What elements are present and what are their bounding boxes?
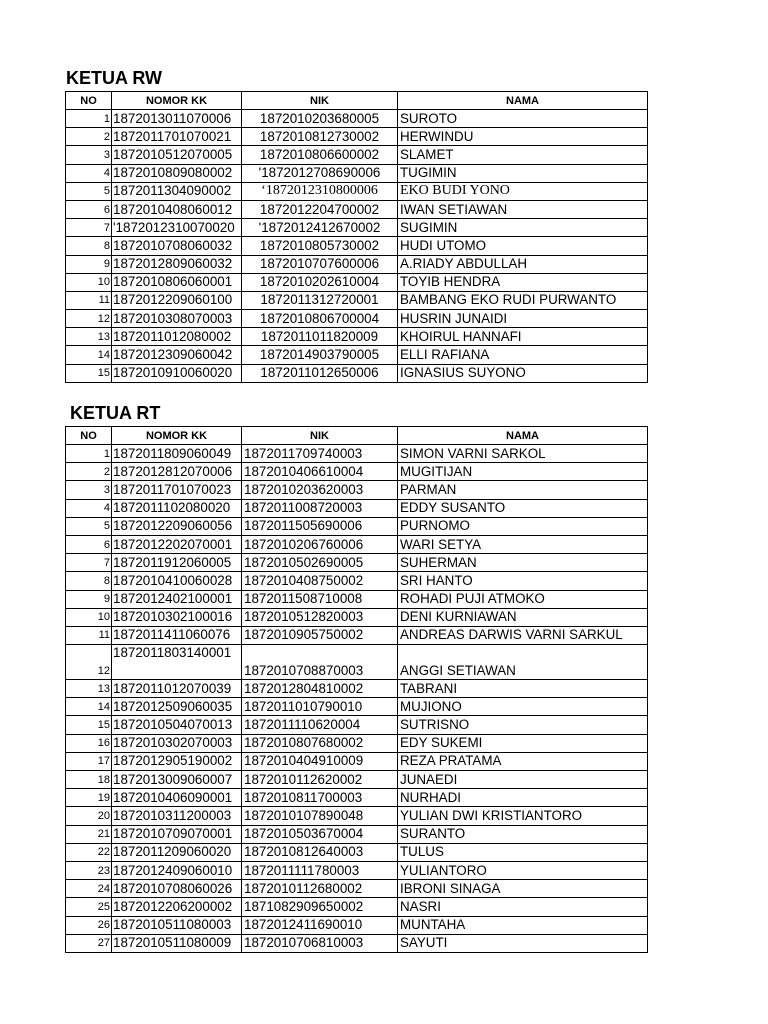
no-cell: 13 [66, 680, 112, 698]
no-cell: 24 [66, 880, 112, 898]
nomor-kk-cell: 1872011809060049 [112, 445, 242, 463]
table-row [66, 255, 648, 273]
nomor-kk-cell: 1872010406090001 [112, 789, 242, 807]
nik-cell: 1871082909650002 [242, 898, 398, 916]
no-cell: 3 [66, 146, 112, 164]
nomor-kk-cell: 1872011803140001 [112, 645, 242, 680]
no-cell: 21 [66, 825, 112, 843]
nomor-kk-cell: 1872012509060035 [112, 698, 242, 716]
nama-cell: YULIANTORO [398, 861, 648, 879]
nama-cell: MUGITIJAN [398, 463, 648, 481]
table-row [66, 110, 648, 128]
table-row [66, 481, 648, 499]
no-cell: 23 [66, 861, 112, 879]
no-cell: 4 [66, 499, 112, 517]
nama-cell: ROHADI PUJI ATMOKO [398, 590, 648, 608]
nik-cell: 1872010406610004 [242, 463, 398, 481]
nama-cell: BAMBANG EKO RUDI PURWANTO [398, 291, 648, 309]
table-row [66, 898, 648, 916]
nama-cell: A.RIADY ABDULLAH [398, 255, 648, 273]
nomor-kk-cell: 1872011304090002 [112, 182, 242, 200]
table-row [66, 517, 648, 535]
nama-cell: ANDREAS DARWIS VARNI SARKUL [398, 626, 648, 644]
no-cell: 6 [66, 535, 112, 553]
table-row [66, 934, 648, 952]
table-row [66, 535, 648, 553]
nomor-kk-cell: 1872011012080002 [112, 328, 242, 346]
nomor-kk-cell: 1872012409060010 [112, 861, 242, 879]
no-cell: 1 [66, 110, 112, 128]
table-row [66, 843, 648, 861]
nomor-kk-cell: 1872010708060032 [112, 237, 242, 255]
table-row [66, 237, 648, 255]
nama-cell: SUTRISNO [398, 716, 648, 734]
nik-cell: 1872010905750002 [242, 626, 398, 644]
no-cell: 22 [66, 843, 112, 861]
nama-cell: SURANTO [398, 825, 648, 843]
nomor-kk-cell: 1872011701070023 [112, 481, 242, 499]
nomor-kk-cell: 1872013011070006 [112, 110, 242, 128]
header-row [66, 92, 648, 110]
nik-cell: 1872010404910009 [242, 752, 398, 770]
nama-cell: TABRANI [398, 680, 648, 698]
nama-cell: ELLI RAFIANA [398, 346, 648, 364]
nama-cell: YULIAN DWI KRISTIANTORO [398, 807, 648, 825]
nik-cell: 1872010203680005 [242, 110, 398, 128]
nomor-kk-cell: 1872010504070013 [112, 716, 242, 734]
nik-cell: 1872010812730002 [242, 128, 398, 146]
table-row [66, 752, 648, 770]
nik-cell: 1872010806700004 [242, 310, 398, 328]
nomor-kk-cell: 1872012809060032 [112, 255, 242, 273]
nama-cell: PARMAN [398, 481, 648, 499]
table-row [66, 789, 648, 807]
nama-cell: IWAN SETIAWAN [398, 200, 648, 218]
table-row [66, 463, 648, 481]
no-cell: 11 [66, 626, 112, 644]
nama-cell: EKO BUDI YONO [398, 182, 648, 200]
no-cell: 1 [66, 445, 112, 463]
table-row [66, 880, 648, 898]
no-cell: 5 [66, 517, 112, 535]
no-cell: 17 [66, 752, 112, 770]
nomor-kk-cell: 1872011209060020 [112, 843, 242, 861]
nomor-kk-cell: 1872010311200003 [112, 807, 242, 825]
nama-cell: SRI HANTO [398, 572, 648, 590]
table-row [66, 164, 648, 182]
table-row [66, 916, 648, 934]
table-row [66, 328, 648, 346]
nik-cell: 1872010503670004 [242, 825, 398, 843]
no-cell: 8 [66, 572, 112, 590]
nomor-kk-cell: 1872010511080009 [112, 934, 242, 952]
no-cell: 18 [66, 771, 112, 789]
no-cell: 7 [66, 219, 112, 237]
table-row [66, 554, 648, 572]
table-row [66, 310, 648, 328]
no-cell: 15 [66, 364, 112, 382]
nomor-kk-cell: 1872010410060028 [112, 572, 242, 590]
nik-cell: 1872012204700002 [242, 200, 398, 218]
table-row [66, 698, 648, 716]
no-cell: 10 [66, 608, 112, 626]
nik-cell: 1872010806600002 [242, 146, 398, 164]
nomor-kk-cell: 1872010512070005 [112, 146, 242, 164]
rw-section-title: KETUA RW [66, 68, 162, 88]
nama-cell: KHOIRUL HANNAFI [398, 328, 648, 346]
nama-cell: HUDI UTOMO [398, 237, 648, 255]
table-row [66, 346, 648, 364]
nik-cell: 1872011012650006 [242, 364, 398, 382]
table-row [66, 645, 648, 680]
no-cell: 2 [66, 128, 112, 146]
nik-cell: 1872011011820009 [242, 328, 398, 346]
no-cell: 13 [66, 328, 112, 346]
nomor-kk-cell: 1872011912060005 [112, 554, 242, 572]
nama-cell: DENI KURNIAWAN [398, 608, 648, 626]
table-row [66, 861, 648, 879]
nik-cell: 1872011312720001 [242, 291, 398, 309]
nama-cell: SUROTO [398, 110, 648, 128]
nik-cell: 1872010112680002 [242, 880, 398, 898]
nomor-kk-cell: 1872010308070003 [112, 310, 242, 328]
header-nama: NAMA [398, 427, 648, 445]
nomor-kk-cell: 1872011102080020 [112, 499, 242, 517]
table-row [66, 291, 648, 309]
no-cell: 11 [66, 291, 112, 309]
nik-cell: 1872010807680002 [242, 734, 398, 752]
no-cell: 3 [66, 481, 112, 499]
table-row [66, 680, 648, 698]
header-kk: NOMOR KK [112, 92, 242, 110]
nik-cell: 1872011008720003 [242, 499, 398, 517]
nomor-kk-cell: 1872010910060020 [112, 364, 242, 382]
header-nik: NIK [242, 427, 398, 445]
nomor-kk-cell: 1872010708060026 [112, 880, 242, 898]
nik-cell: 1872010107890048 [242, 807, 398, 825]
table-row [66, 825, 648, 843]
nama-cell: MUJIONO [398, 698, 648, 716]
no-cell: 15 [66, 716, 112, 734]
nama-cell: TULUS [398, 843, 648, 861]
table-row [66, 128, 648, 146]
nama-cell: JUNAEDI [398, 771, 648, 789]
rw-table [65, 91, 648, 383]
header-nik: NIK [242, 92, 398, 110]
no-cell: 27 [66, 934, 112, 952]
nomor-kk-cell: 1872012812070006 [112, 463, 242, 481]
nama-cell: SUGIMIN [398, 219, 648, 237]
nik-cell: 1872010805730002 [242, 237, 398, 255]
nik-cell: 1872010706810003 [242, 934, 398, 952]
table-row [66, 716, 648, 734]
nik-cell: 1872012804810002 [242, 680, 398, 698]
nomor-kk-cell: 1872012309060042 [112, 346, 242, 364]
nama-cell: WARI SETYA [398, 535, 648, 553]
no-cell: 2 [66, 463, 112, 481]
no-cell: 16 [66, 734, 112, 752]
nomor-kk-cell: 1872010302100016 [112, 608, 242, 626]
no-cell: 9 [66, 255, 112, 273]
nomor-kk-cell: 1872010806060001 [112, 273, 242, 291]
header-nama: NAMA [398, 92, 648, 110]
no-cell: 14 [66, 346, 112, 364]
no-cell: 12 [66, 310, 112, 328]
nomor-kk-cell: '1872012310070020 [112, 219, 242, 237]
nik-cell: 1872012411690010 [242, 916, 398, 934]
nomor-kk-cell: 1872010709070001 [112, 825, 242, 843]
nik-cell: 1872011709740003 [242, 445, 398, 463]
table-row [66, 219, 648, 237]
nik-cell: 1872011110620004 [242, 716, 398, 734]
nama-cell: TOYIB HENDRA [398, 273, 648, 291]
nama-cell: IBRONI SINAGA [398, 880, 648, 898]
nomor-kk-cell: 1872012209060056 [112, 517, 242, 535]
nik-cell: 1872010812640003 [242, 843, 398, 861]
no-cell: 9 [66, 590, 112, 608]
table-row [66, 572, 648, 590]
nomor-kk-cell: 1872010408060012 [112, 200, 242, 218]
nik-cell: '1872012708690006 [242, 164, 398, 182]
nik-cell: 1872010206760006 [242, 535, 398, 553]
table-row [66, 364, 648, 382]
nik-cell: 1872010408750002 [242, 572, 398, 590]
table-row [66, 734, 648, 752]
table-row [66, 608, 648, 626]
nik-cell: 1872011010790010 [242, 698, 398, 716]
nomor-kk-cell: 1872011701070021 [112, 128, 242, 146]
nomor-kk-cell: 1872010302070003 [112, 734, 242, 752]
header-row [66, 427, 648, 445]
no-cell: 12 [66, 645, 112, 680]
nama-cell: NURHADI [398, 789, 648, 807]
nik-cell: '1872012412670002 [242, 219, 398, 237]
table-row [66, 807, 648, 825]
nama-cell: IGNASIUS SUYONO [398, 364, 648, 382]
nomor-kk-cell: 1872010809080002 [112, 164, 242, 182]
nik-cell: 1872010112620002 [242, 771, 398, 789]
nik-cell: 1872010203620003 [242, 481, 398, 499]
no-cell: 25 [66, 898, 112, 916]
nik-cell: 1872010811700003 [242, 789, 398, 807]
header-no: NO [66, 92, 112, 110]
nama-cell: HUSRIN JUNAIDI [398, 310, 648, 328]
nama-cell: HERWINDU [398, 128, 648, 146]
nama-cell: REZA PRATAMA [398, 752, 648, 770]
nama-cell: TUGIMIN [398, 164, 648, 182]
no-cell: 4 [66, 164, 112, 182]
nomor-kk-cell: 1872012209060100 [112, 291, 242, 309]
table-row [66, 273, 648, 291]
nama-cell: EDY SUKEMI [398, 734, 648, 752]
nik-cell: 1872010707600006 [242, 255, 398, 273]
no-cell: 6 [66, 200, 112, 218]
nomor-kk-cell: 1872011012070039 [112, 680, 242, 698]
table-row [66, 590, 648, 608]
header-kk: NOMOR KK [112, 427, 242, 445]
nik-cell: 1872010512820003 [242, 608, 398, 626]
nik-cell: 1872011505690006 [242, 517, 398, 535]
no-cell: 5 [66, 182, 112, 200]
nama-cell: PURNOMO [398, 517, 648, 535]
no-cell: 20 [66, 807, 112, 825]
nama-cell: SAYUTI [398, 934, 648, 952]
nik-cell: ‘1872012310800006 [242, 182, 398, 200]
table-row [66, 200, 648, 218]
nik-cell: 1872011508710008 [242, 590, 398, 608]
nama-cell: SUHERMAN [398, 554, 648, 572]
table-row [66, 146, 648, 164]
no-cell: 19 [66, 789, 112, 807]
nama-cell: EDDY SUSANTO [398, 499, 648, 517]
table-row [66, 445, 648, 463]
nama-cell: ANGGI SETIAWAN [398, 645, 648, 680]
nama-cell: MUNTAHA [398, 916, 648, 934]
header-no: NO [66, 427, 112, 445]
nomor-kk-cell: 1872011411060076 [112, 626, 242, 644]
nomor-kk-cell: 1872012402100001 [112, 590, 242, 608]
no-cell: 10 [66, 273, 112, 291]
nik-cell: 1872010708870003 [242, 645, 398, 680]
nama-cell: SIMON VARNI SARKOL [398, 445, 648, 463]
table-row [66, 182, 648, 200]
nomor-kk-cell: 1872013009060007 [112, 771, 242, 789]
nomor-kk-cell: 1872010511080003 [112, 916, 242, 934]
nomor-kk-cell: 1872012905190002 [112, 752, 242, 770]
nomor-kk-cell: 1872012202070001 [112, 535, 242, 553]
nama-cell: SLAMET [398, 146, 648, 164]
nik-cell: 1872010202610004 [242, 273, 398, 291]
table-row [66, 771, 648, 789]
nik-cell: 1872011111780003 [242, 861, 398, 879]
table-row [66, 499, 648, 517]
no-cell: 14 [66, 698, 112, 716]
no-cell: 8 [66, 237, 112, 255]
rt-table [65, 426, 648, 953]
rt-section-title: KETUA RT [70, 403, 161, 423]
nama-cell: NASRI [398, 898, 648, 916]
nik-cell: 1872010502690005 [242, 554, 398, 572]
no-cell: 26 [66, 916, 112, 934]
table-row [66, 626, 648, 644]
no-cell: 7 [66, 554, 112, 572]
nik-cell: 1872014903790005 [242, 346, 398, 364]
nomor-kk-cell: 1872012206200002 [112, 898, 242, 916]
